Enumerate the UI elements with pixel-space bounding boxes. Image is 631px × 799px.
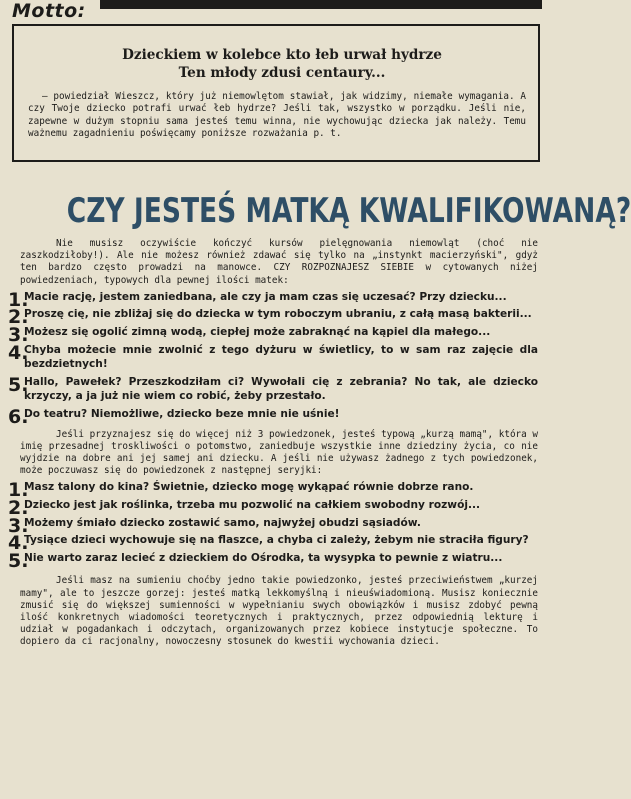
- item-number: 4.: [8, 532, 29, 555]
- list-item: [8, 532, 538, 555]
- item-text: Chyba możecie mnie zwolnić z tego dyżuru w świetlicy, to w sam raz zajęcie dla bezdzietnych!: [24, 343, 538, 371]
- item-text: Możemy śmiało dziecko zostawić samo, najwyżej obudzi sąsiadów.: [24, 516, 421, 529]
- item-text: Masz talony do kina? Świetnie, dziecko mogę wykąpać równie dobrze rano.: [24, 481, 474, 494]
- item-text: Macie rację, jestem zaniedbana, ale czy ja mam czas się uczesać? Przy dziecku...: [24, 290, 507, 303]
- item-text: Dziecko jest jak roślinka, trzeba mu pozwolić na całkiem swobodny rozwój...: [24, 498, 481, 511]
- motto-label: Motto:: [12, 0, 86, 22]
- list-item: [8, 288, 538, 311]
- list-item: [8, 306, 538, 329]
- list-item: [8, 343, 538, 372]
- list-item: [8, 324, 538, 346]
- item-text: Do teatru? Niemożliwe, dziecko beze mnie nie uśnie!: [24, 407, 340, 420]
- item-number: 1.: [8, 288, 29, 311]
- item-number: 4.: [8, 341, 29, 364]
- item-text: Proszę cię, nie zbliżaj się do dziecka w tym roboczym ubraniu, z całą masą bakterii...: [24, 308, 532, 321]
- item-number: 2.: [8, 496, 29, 519]
- motto-box: [12, 24, 540, 162]
- item-text: Tysiące dzieci wychowuje się na flaszce, a chyba ci zależy, żebym nie straciła figury?: [24, 534, 529, 547]
- closing-paragraph: Jeśli masz na sumieniu choćby jedno takie powiedzonko, jesteś przeciwieństwem „kurzej mamy", ale to jeszcze gorzej: jesteś matką lekkomyślną i nieuświadomioną. Musisz koniecznie zmusić się do większej sumienności w wypełnianiu swych obowiązków i musisz zdobyć pewną ilość konkretnych wiadomości teoretycznych i praktycznych, przez odpowiednią lekturę i udział w pogadankach i odczytach, organizowanych przez kobiece instytucje społeczne. To dopiero da ci racjonalny, nowoczesny stosunek do kwestii wychowania dzieci.: [20, 575, 538, 648]
- item-text: Nie warto zaraz lecieć z dzieckiem do Ośrodka, ta wysypka to pewnie z wiatru...: [24, 551, 503, 564]
- item-number: 1.: [8, 479, 29, 502]
- item-text: Możesz się ogolić zimną wodą, ciepłej może zabraknąć na kąpiel dla małego...: [24, 326, 491, 338]
- sayings-list-2: [8, 479, 538, 572]
- intro-paragraph: Nie musisz oczywiście kończyć kursów pielęgnowania niemowląt (choć nie zaszkodziłoby!). Ale nie możesz również zdawać się tylko na „instynkt macierzyński", gdyż ten bardzo często prowadzi na manowce. CZY ROZPOZNAJESZ SIEBIE w cytowanych niżej powiedzeniach, typowych dla pewnej ilości matek:: [20, 238, 538, 286]
- item-number: 6.: [8, 405, 29, 428]
- list-item: [8, 375, 538, 404]
- headline: CZY JESTEŚ MATKĄ KWALIFIKOWANĄ?: [66, 191, 631, 231]
- motto-header: [8, 0, 542, 22]
- motto-verse-line-2: Ten młody zdusi centaury...: [178, 65, 386, 81]
- list-item: [8, 479, 538, 502]
- item-text: Hallo, Pawełek? Przeszkodziłam ci? Wywołali cię z zebrania? No tak, ale dziecko krzyczy, a ja już nie wiem co robić, żeby przestało.: [24, 375, 538, 403]
- item-number: 5.: [8, 549, 29, 572]
- item-number: 5.: [8, 373, 29, 396]
- motto-commentary: — powiedział Wieszcz, który już niemowlętom stawiał, jak widzimy, niemałe wymagania. A czy Twoje dziecko potrafi urwać łeb hydrze? Jeśli tak, wszystko w porządku. Jeśli nie, zapewne w dużym stopniu sama jesteś temu winna, nie wychowując dziecka jak należy. Temu ważnemu zagadnieniu poświęcamy poniższe rozważania p. t.: [28, 91, 526, 140]
- motto-verse-line-1: Dzieckiem w kolebce kto łeb urwał hydrze: [122, 47, 442, 63]
- list-item: [8, 549, 538, 572]
- list-item: [8, 496, 538, 519]
- list-item: [8, 514, 538, 537]
- item-number: 2.: [8, 306, 29, 329]
- sayings-list-1: [8, 288, 538, 428]
- list-item: [8, 405, 538, 428]
- item-number: 3.: [8, 324, 29, 346]
- motto-rule: [100, 0, 542, 9]
- middle-paragraph: Jeśli przyznajesz się do więcej niż 3 powiedzonek, jesteś typową „kurzą mamą", która w imię przesadnej troskliwości o potomstwo, zaniedbuje wszystkie inne dziedziny życia, co nie wyjdzie na dobre ani jej samej ani dziecku. A jeśli nie używasz żadnego z tych powiedzonek, może poczuwasz się do powiedzonek z następnej seryjki:: [20, 428, 538, 477]
- item-number: 3.: [8, 514, 29, 537]
